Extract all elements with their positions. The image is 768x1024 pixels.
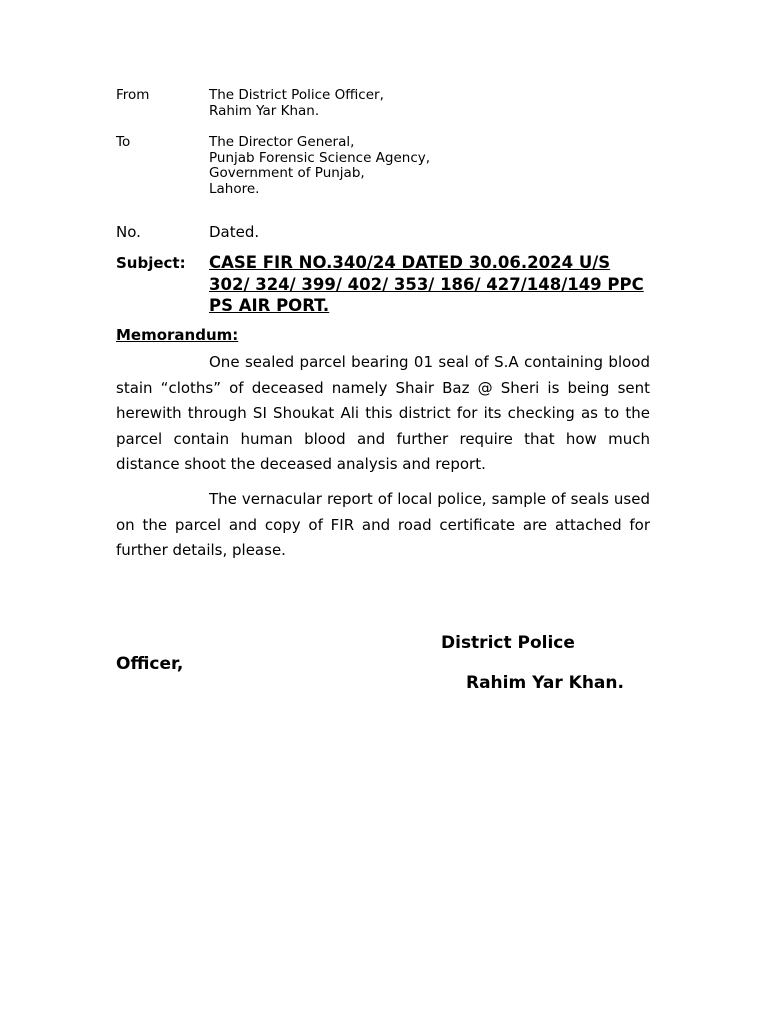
from-label: From	[116, 87, 150, 103]
subject-label: Subject:	[116, 254, 186, 272]
to-line: Lahore.	[209, 180, 260, 197]
to-line: Punjab Forensic Science Agency,	[209, 149, 431, 166]
from-line: The District Police Officer,	[209, 87, 384, 103]
memo-paragraph-2: The vernacular report of local police, sample of seals used on the parcel and copy of FIR and road certificate are attached for further details, please.	[116, 490, 650, 559]
signature-line-3: Rahim Yar Khan.	[466, 673, 624, 693]
subject-text: CASE FIR NO.340/24 DATED 30.06.2024 U/S 302/ 324/ 399/ 402/ 353/ 186/ 427/148/149 PPC PS AIR PORT.	[209, 253, 644, 315]
to-line: Government of Punjab,	[209, 165, 365, 181]
dated-label: Dated.	[209, 223, 260, 241]
memo-paragraph-1: One sealed parcel bearing 01 seal of S.A containing blood stain “cloths” of deceased namely Shair Baz @ Sheri is being sent herewith through SI Shoukat Ali this district for its checking as to the parcel contain human blood and further require that how much distance shoot the deceased analysis and report.	[116, 353, 650, 473]
signature-line-1: District Police	[441, 633, 575, 653]
from-line: Rahim Yar Khan.	[209, 102, 320, 119]
to-line: The Director General,	[209, 134, 355, 150]
to-address	[209, 135, 430, 197]
signature-line-2: Officer,	[116, 654, 184, 674]
number-label: No.	[116, 223, 141, 241]
memorandum-heading: Memorandum:	[116, 326, 239, 344]
to-label: To	[116, 134, 131, 150]
from-address	[209, 88, 384, 119]
